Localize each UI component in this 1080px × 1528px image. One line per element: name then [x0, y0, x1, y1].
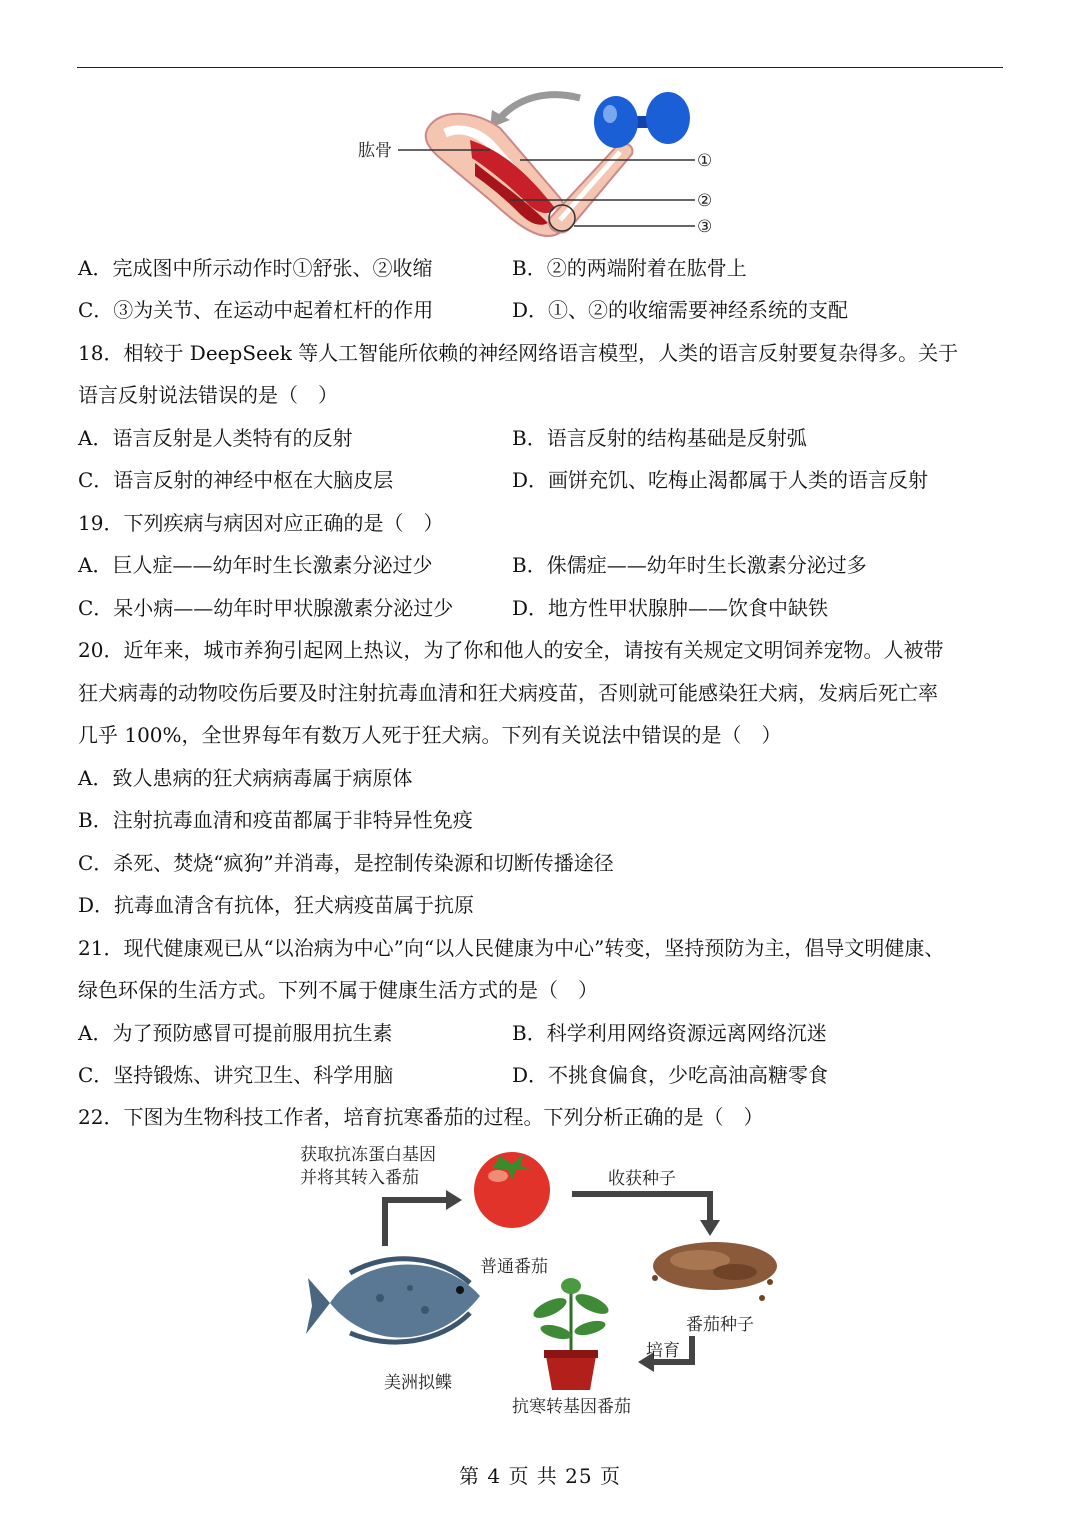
q21-option-b: B．科学利用网络资源远离网络沉迷	[512, 1021, 827, 1045]
q20-option-d: D．抗毒血清含有抗体，狂犬病疫苗属于抗原	[78, 893, 475, 917]
q19-option-c: C．呆小病——幼年时甲状腺激素分泌过少	[78, 596, 454, 620]
label-humerus: 肱骨	[358, 141, 392, 161]
tomato-icon	[474, 1152, 550, 1228]
q19-option-a: A．巨人症——幼年时生长激素分泌过少	[78, 553, 433, 577]
q19-option-d: D．地方性甲状腺肿——饮食中缺铁	[512, 596, 829, 620]
q20-option-a: A．致人患病的狂犬病病毒属于病原体	[78, 766, 413, 790]
q17-option-a: A．完成图中所示动作时①舒张、②收缩	[78, 256, 433, 280]
flounder-icon	[306, 1259, 480, 1342]
marker-1: ①	[697, 151, 713, 171]
q20-option-b: B．注射抗毒血清和疫苗都属于非特异性免疫	[78, 808, 473, 832]
q21-option-a: A．为了预防感冒可提前服用抗生素	[78, 1021, 393, 1045]
arm-muscle-figure	[350, 88, 730, 240]
q20-stem-line2: 狂犬病毒的动物咬伤后要及时注射抗毒血清和狂犬病疫苗，否则就可能感染狂犬病，发病后死亡率	[78, 681, 938, 705]
page-footer: 第 4 页 共 25 页	[459, 1464, 621, 1488]
q19-option-b: B．侏儒症——幼年时生长激素分泌过多	[512, 553, 867, 577]
header-rule	[77, 67, 1003, 68]
marker-2: ②	[697, 191, 713, 211]
tomato-label: 普通番茄	[480, 1257, 548, 1277]
step1-label-line1: 获取抗冻蛋白基因	[300, 1145, 436, 1165]
step1-label-line2: 并将其转入番茄	[300, 1168, 419, 1188]
q17-option-d: D．①、②的收缩需要神经系统的支配	[512, 298, 849, 322]
transgenic-plant-icon	[531, 1278, 612, 1390]
q18-stem-line2: 语言反射说法错误的是（ ）	[78, 383, 338, 407]
q18-option-a: A．语言反射是人类特有的反射	[78, 426, 353, 450]
q18-option-d: D．画饼充饥、吃梅止渴都属于人类的语言反射	[512, 468, 929, 492]
q21-stem-line2: 绿色环保的生活方式。下列不属于健康生活方式的是（ ）	[78, 978, 598, 1002]
q22-stem: 22．下图为生物科技工作者，培育抗寒番茄的过程。下列分析正确的是（ ）	[78, 1105, 764, 1129]
transgenic-tomato-figure	[290, 1138, 790, 1423]
cultivate-label: 培育	[646, 1341, 680, 1361]
q18-stem-line1: 18．相较于 DeepSeek 等人工智能所依赖的神经网络语言模型，人类的语言反射要复杂得多。关于	[78, 341, 959, 365]
q21-option-c: C．坚持锻炼、讲究卫生、科学用脑	[78, 1063, 394, 1087]
q17-option-c: C．③为关节、在运动中起着杠杆的作用	[78, 298, 434, 322]
marker-3: ③	[697, 217, 713, 237]
q19-stem: 19．下列疾病与病因对应正确的是（ ）	[78, 511, 444, 535]
q18-option-c: C．语言反射的神经中枢在大脑皮层	[78, 468, 394, 492]
q18-option-b: B．语言反射的结构基础是反射弧	[512, 426, 807, 450]
q20-option-c: C．杀死、焚烧“疯狗”并消毒，是控制传染源和切断传播途径	[78, 851, 614, 875]
q21-stem-line1: 21．现代健康观已从“以治病为中心”向“以人民健康为中心”转变，坚持预防为主，倡导文明健康、	[78, 936, 945, 960]
seeds-label: 番茄种子	[686, 1315, 754, 1335]
q20-stem-line3: 几乎 100%，全世界每年有数万人死于狂犬病。下列有关说法中错误的是（ ）	[78, 723, 782, 747]
q20-stem-line1: 20．近年来，城市养狗引起网上热议，为了你和他人的安全，请按有关规定文明饲养宠物。人被带	[78, 638, 944, 662]
harvest-label: 收获种子	[608, 1169, 676, 1189]
q21-option-d: D．不挑食偏食，少吃高油高糖零食	[512, 1063, 829, 1087]
plant-label: 抗寒转基因番茄	[512, 1397, 631, 1417]
q17-option-b: B．②的两端附着在肱骨上	[512, 256, 747, 280]
fish-label: 美洲拟鲽	[384, 1373, 452, 1393]
seeds-icon	[652, 1242, 777, 1301]
